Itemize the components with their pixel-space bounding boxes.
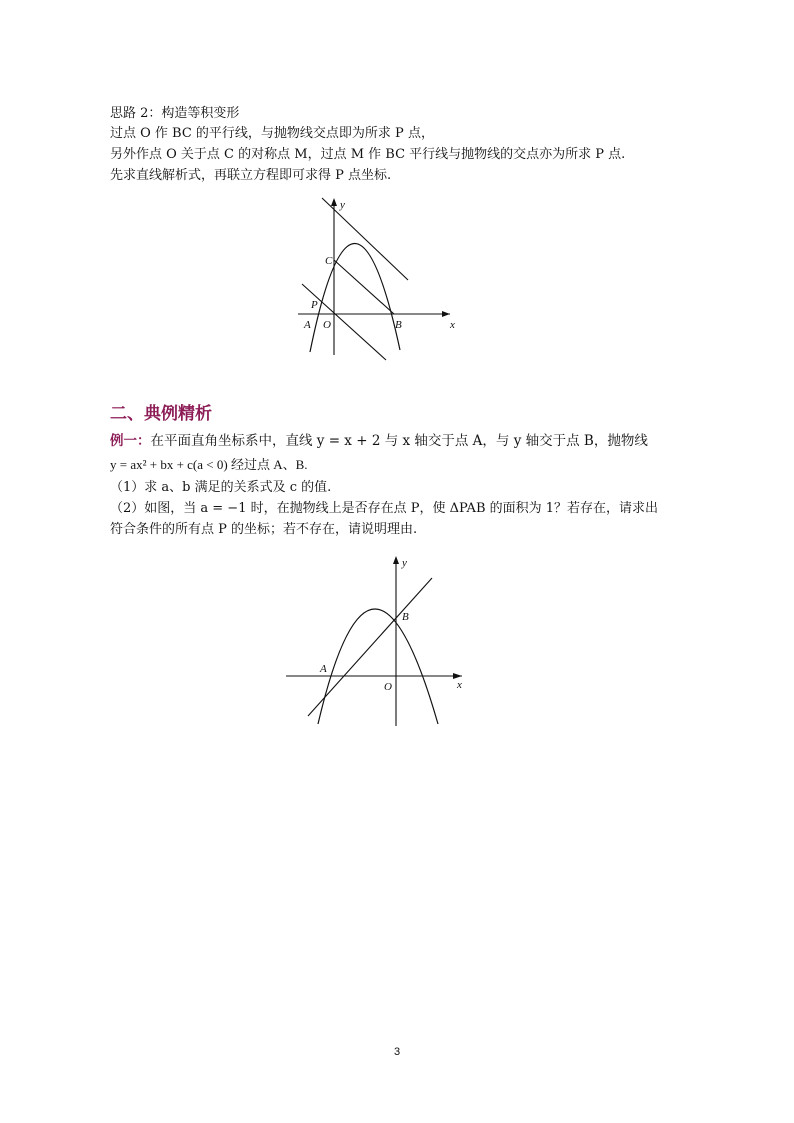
fig2-label-y: y [402,557,407,569]
example1-line1-row [110,431,648,451]
fig2-label-b: B [402,611,409,623]
example1-part2a: （2）如图，当 a = −1 时，在抛物线上是否存在点 P，使 ΔPAB 的面积为 1？若存在，请求出 [110,501,659,516]
page-number: 3 [393,1046,401,1058]
fig2-label-a: A [320,663,327,675]
fig1-x-arrow-icon [442,311,450,317]
figure-2-parabola-diagram [280,548,480,733]
fig2-label-o: O [384,681,392,693]
fig2-line-ab [308,578,432,716]
fig1-label-p: P [311,299,318,311]
fig2-y-arrow-icon [393,556,399,564]
fig1-line-through-m [322,198,408,280]
fig2-label-x: x [457,679,462,691]
fig1-label-a: A [304,319,311,331]
fig1-label-y: y [340,199,345,211]
fig1-label-b: B [395,319,402,331]
section-title: 二、典例精析 [110,404,212,424]
example1-label: 例一： [110,433,151,449]
example1-line1: 在平面直角坐标系中，直线 y = x + 2 与 x 轴交于点 A，与 y 轴交于点 B，抛物线 [150,433,648,449]
fig1-label-o: O [323,319,331,331]
example1-line2: y = ax² + bx + c(a < 0) 经过点 A、B. [110,457,308,472]
fig2-parabola [318,609,438,724]
fig1-line-bc [334,260,394,314]
idea2-line1: 过点 O 作 BC 的平行线，与抛物线交点即为所求 P 点， [110,126,434,141]
figure-1-parabola-diagram [290,190,470,365]
example1-part1: （1）求 a、b 满足的关系式及 c 的值. [110,480,332,495]
fig1-y-arrow-icon [331,198,337,206]
fig1-label-c: C [325,255,333,267]
idea2-line2: 另外作点 O 关于点 C 的对称点 M，过点 M 作 BC 平行线与抛物线的交点亦为所求 P 点. [110,147,626,162]
idea2-line3: 先求直线解析式，再联立方程即可求得 P 点坐标. [110,168,392,183]
fig1-label-x: x [450,319,455,331]
example1-part2b: 符合条件的所有点 P 的坐标；若不存在，请说明理由. [110,522,418,537]
idea2-heading: 思路 2：构造等积变形 [110,106,240,121]
